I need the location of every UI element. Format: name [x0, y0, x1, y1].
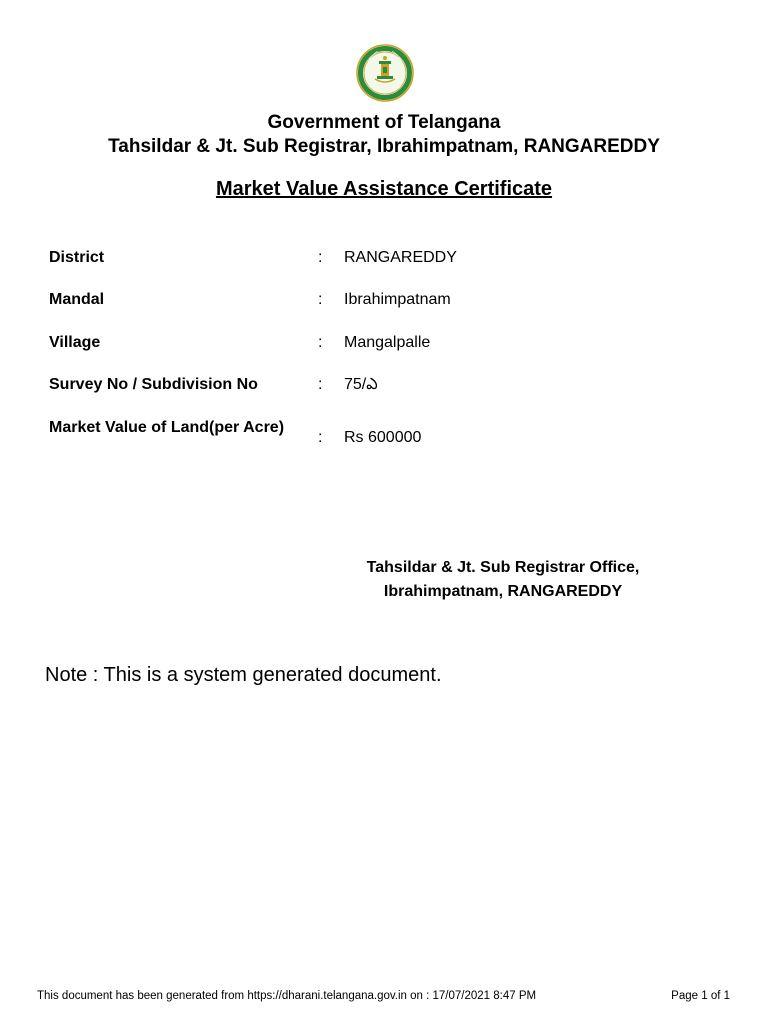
government-title: Government of Telangana [267, 112, 501, 133]
certificate-title: Market Value Assistance Certificate [215, 178, 553, 200]
page-number: Page 1 of 1 [671, 990, 730, 1002]
field-value: 75/ఎ [344, 376, 378, 393]
field-value: Ibrahimpatnam [344, 291, 451, 308]
field-separator: : [318, 429, 323, 446]
field-label: District [49, 249, 105, 266]
field-label: Market Value of Land(per Acre) [49, 419, 285, 436]
field-label: Survey No / Subdivision No [49, 376, 258, 393]
footer-generated-text: This document has been generated from https://dharani.telangana.gov.in on : 17/07/2021 8:47 PM [37, 990, 537, 1002]
field-value: Mangalpalle [344, 334, 431, 351]
office-signature-line-1: Tahsildar & Jt. Sub Registrar Office, [366, 559, 640, 576]
field-separator: : [318, 249, 323, 266]
field-value: RANGAREDDY [344, 249, 457, 266]
field-separator: : [318, 291, 323, 308]
field-separator: : [318, 334, 323, 351]
system-generated-note: Note : This is a system generated document. [45, 664, 442, 686]
telangana-state-emblem-icon [356, 44, 414, 102]
office-signature-line-2: Ibrahimpatnam, RANGAREDDY [383, 583, 623, 600]
field-label: Mandal [49, 291, 105, 308]
field-separator: : [318, 376, 323, 393]
field-value: Rs 600000 [344, 429, 422, 446]
field-label: Village [49, 334, 101, 351]
office-subtitle: Tahsildar & Jt. Sub Registrar, Ibrahimpatnam, RANGAREDDY [108, 136, 660, 157]
